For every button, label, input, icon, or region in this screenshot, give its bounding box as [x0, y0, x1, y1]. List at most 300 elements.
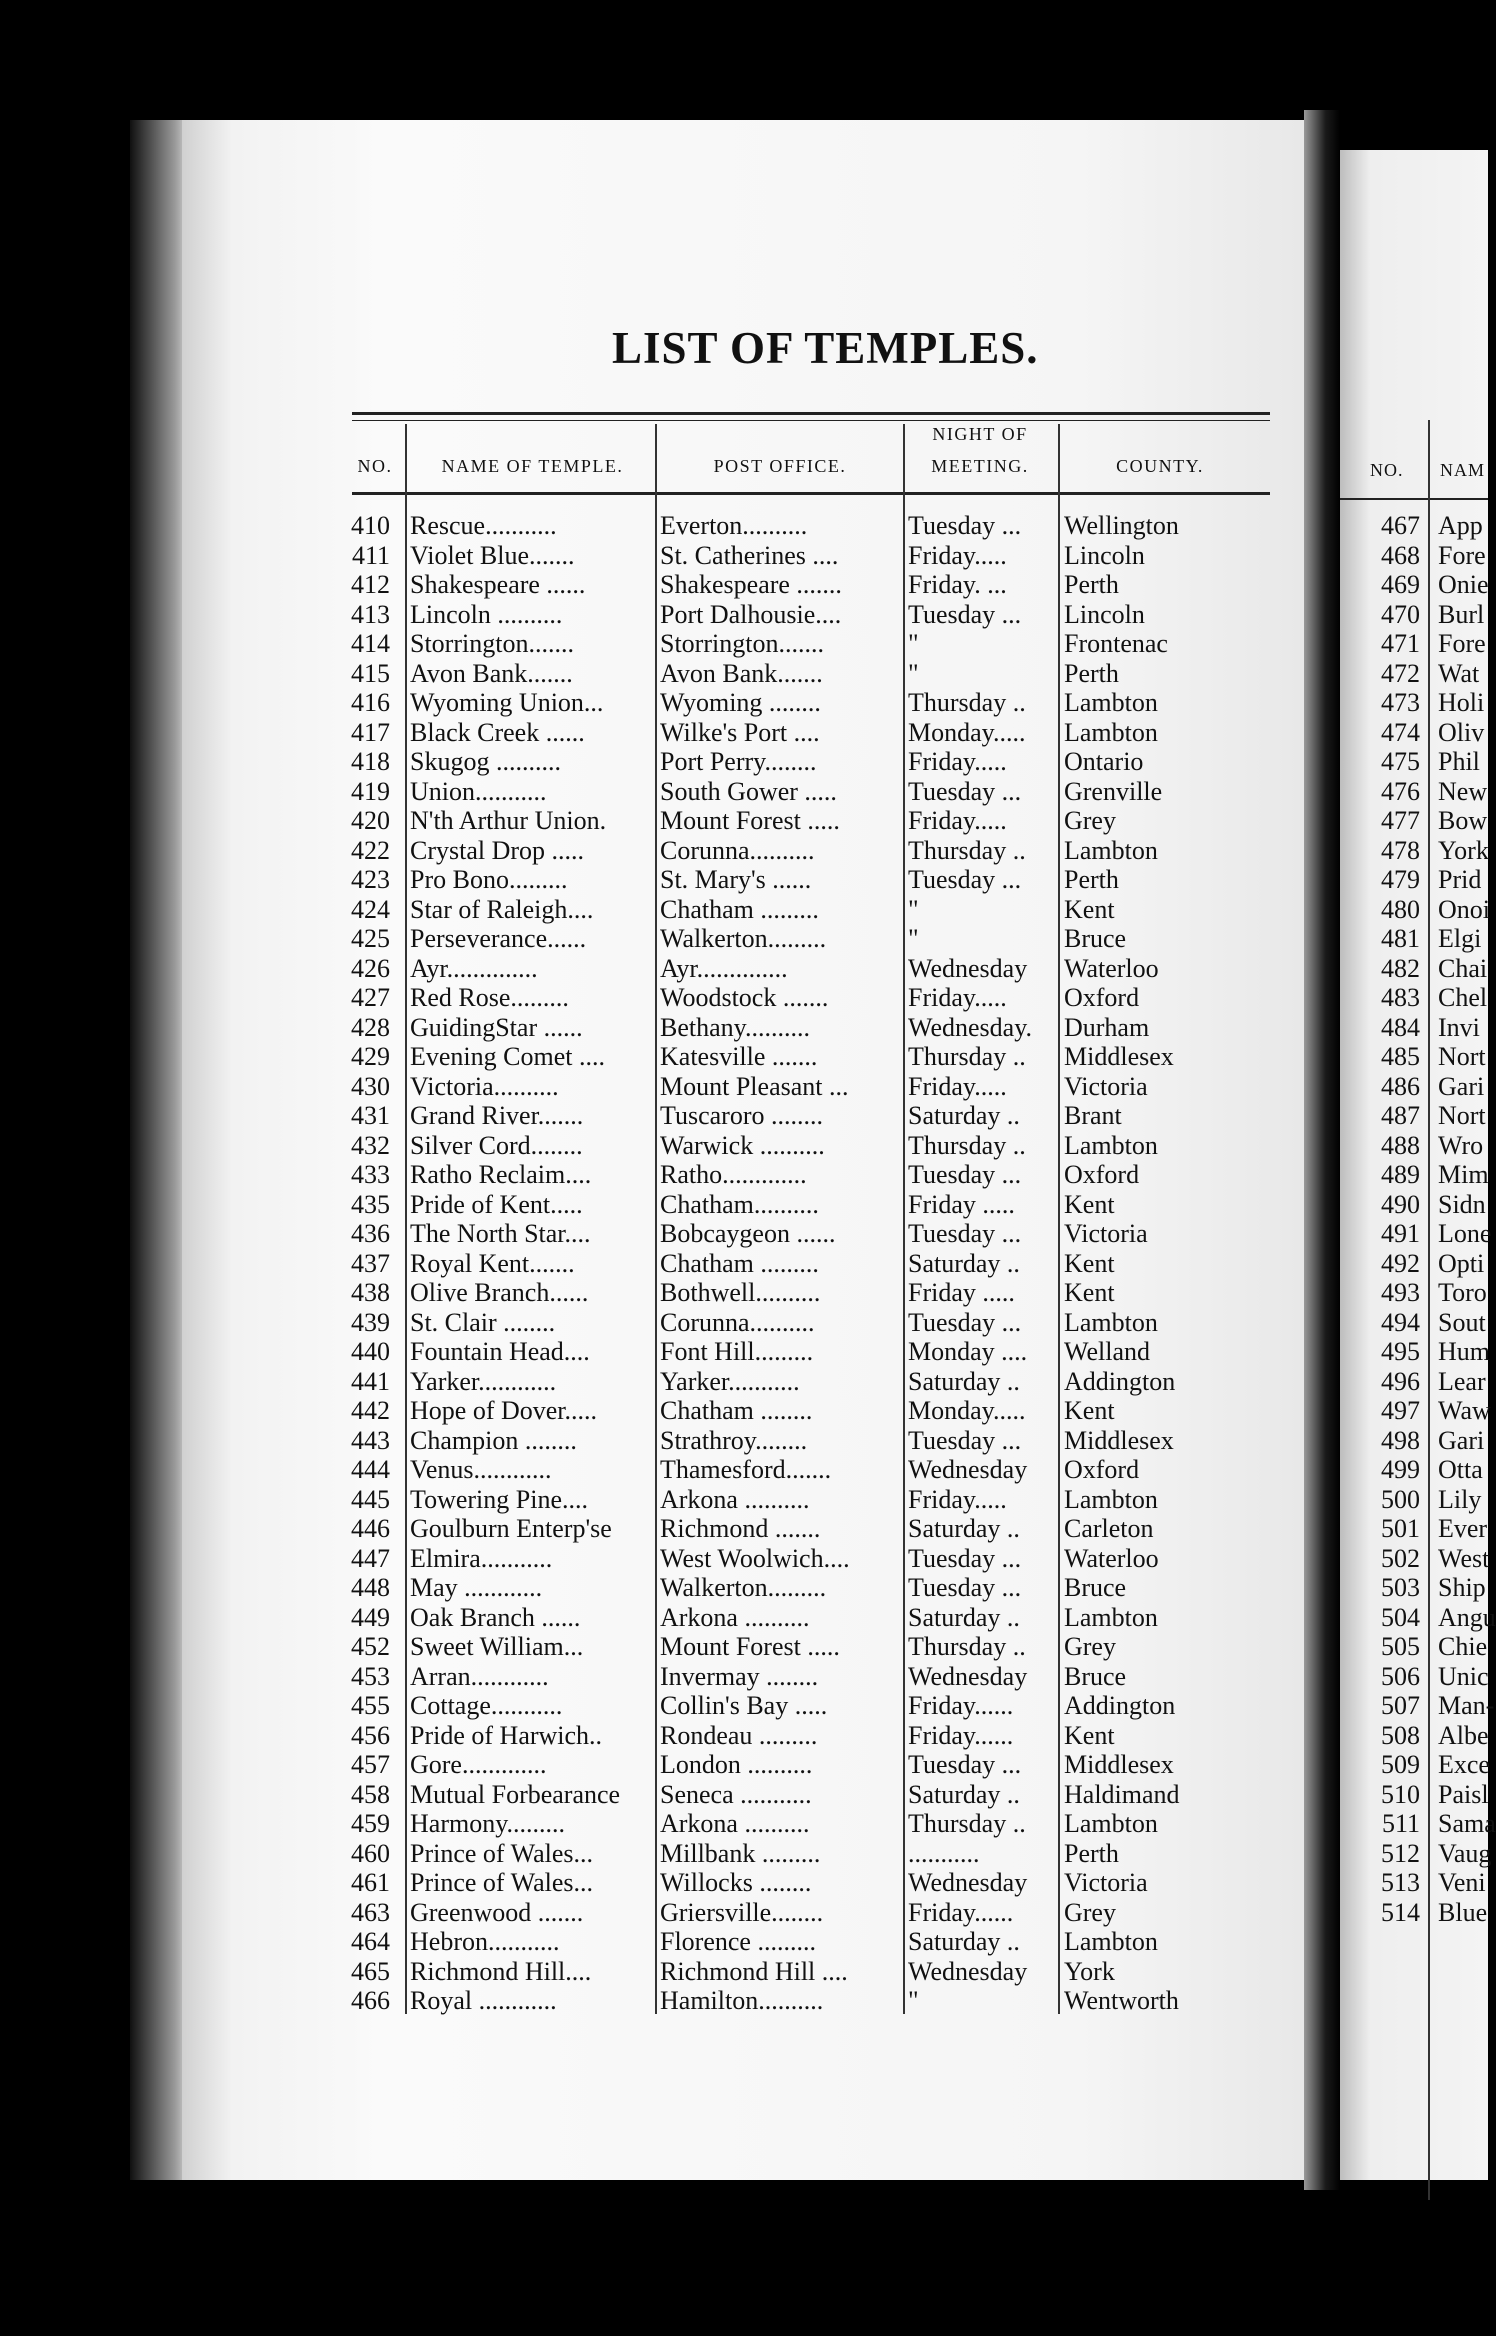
- cell-name: Greenwood .......: [410, 1897, 584, 1927]
- adjacent-row: [1340, 1013, 1488, 1042]
- cell-name: Oak Branch ......: [410, 1602, 581, 1632]
- cell-name: Elmira...........: [410, 1543, 553, 1573]
- cell-no: 465: [351, 1956, 390, 1986]
- cell-county: Haldimand: [1064, 1779, 1180, 1809]
- adjacent-cell-name: Sout: [1438, 1307, 1486, 1337]
- cell-county: Lambton: [1064, 835, 1158, 865]
- cell-night: Saturday ..: [908, 1101, 1020, 1130]
- table-row: [330, 1927, 1230, 1956]
- cell-no: 420: [351, 806, 390, 835]
- table-row: [330, 983, 1230, 1012]
- cell-name: Grand River.......: [410, 1101, 584, 1130]
- cell-no: 439: [351, 1307, 390, 1337]
- adjacent-row: [1340, 1455, 1488, 1484]
- adjacent-cell-name: Nort: [1438, 1101, 1486, 1130]
- adjacent-cell-name: Chel: [1438, 983, 1488, 1012]
- cell-post-office: Mount Forest .....: [660, 1632, 840, 1661]
- header-no: NO.: [357, 456, 393, 476]
- cell-no: 441: [351, 1366, 390, 1396]
- adjacent-cell-no: 482: [1381, 953, 1420, 983]
- cell-name: Pride of Kent.....: [410, 1189, 583, 1219]
- adjacent-cell-no: 490: [1381, 1189, 1420, 1219]
- adjacent-cell-no: 496: [1381, 1366, 1420, 1396]
- cell-name: Champion ........: [410, 1425, 577, 1455]
- cell-no: 445: [351, 1484, 390, 1514]
- cell-county: Lambton: [1064, 1809, 1158, 1838]
- cell-post-office: Florence .........: [660, 1927, 816, 1956]
- cell-night: ": [908, 629, 919, 658]
- adjacent-cell-name: Wat: [1438, 658, 1480, 688]
- adjacent-cell-name: Oliv: [1438, 717, 1485, 747]
- cell-post-office: London ..........: [660, 1750, 813, 1779]
- cell-no: 426: [351, 953, 390, 983]
- cell-night: Monday.....: [908, 717, 1026, 747]
- page-edge-shadow: [130, 120, 190, 2180]
- cell-night: Wednesday: [908, 1956, 1028, 1986]
- adjacent-cell-name: Hum: [1438, 1337, 1490, 1366]
- cell-post-office: Chatham .........: [660, 894, 819, 924]
- table-row: [330, 1396, 1230, 1425]
- adjacent-cell-name: Toro: [1438, 1278, 1487, 1307]
- cell-name: Hope of Dover.....: [410, 1396, 598, 1425]
- cell-name: Storrington.......: [410, 629, 574, 658]
- adjacent-cell-no: 474: [1381, 717, 1420, 747]
- adjacent-cell-no: 487: [1381, 1101, 1420, 1130]
- cell-county: Wellington: [1064, 511, 1179, 540]
- cell-name: Pro Bono.........: [410, 865, 568, 894]
- table-row: [330, 1986, 1230, 2015]
- cell-no: 417: [351, 717, 390, 747]
- table-row: [330, 1603, 1230, 1632]
- table-row: [330, 1868, 1230, 1897]
- adjacent-cell-no: 500: [1381, 1484, 1420, 1514]
- adjacent-cell-no: 467: [1381, 511, 1420, 540]
- adjacent-cell-name: Exce: [1438, 1750, 1490, 1779]
- cell-post-office: Rondeau .........: [660, 1720, 818, 1750]
- adjacent-cell-name: App: [1438, 511, 1483, 540]
- table-row: [330, 570, 1230, 599]
- table-row: [330, 806, 1230, 835]
- adjacent-row: [1340, 777, 1488, 806]
- cell-no: 440: [351, 1337, 390, 1366]
- cell-name: Black Creek ......: [410, 717, 585, 747]
- cell-name: Prince of Wales...: [410, 1868, 593, 1897]
- adjacent-row: [1340, 659, 1488, 688]
- cell-county: Wentworth: [1064, 1986, 1179, 2015]
- adjacent-cell-no: 480: [1381, 894, 1420, 924]
- cell-post-office: Arkona ..........: [660, 1484, 810, 1514]
- adjacent-cell-name: Nort: [1438, 1042, 1486, 1071]
- header-rule: [352, 492, 1270, 495]
- adjacent-row: [1340, 1396, 1491, 1425]
- cell-night: Monday.....: [908, 1396, 1026, 1425]
- adjacent-cell-name: Wro: [1438, 1130, 1484, 1160]
- cell-post-office: Collin's Bay .....: [660, 1691, 828, 1720]
- cell-post-office: Bobcaygeon ......: [660, 1219, 836, 1248]
- cell-county: Bruce: [1064, 1573, 1127, 1602]
- adjacent-cell-no: 495: [1381, 1337, 1420, 1366]
- adjacent-row: [1340, 1632, 1488, 1661]
- cell-night: Wednesday.: [908, 1012, 1033, 1042]
- table-row: [330, 1337, 1230, 1366]
- table-row: [330, 1514, 1230, 1543]
- adjacent-cell-name: New: [1438, 776, 1488, 806]
- table-row: [330, 659, 1230, 688]
- adjacent-cell-name: Lear: [1438, 1366, 1486, 1396]
- cell-no: 444: [351, 1455, 390, 1484]
- adjacent-cell-no: 476: [1381, 776, 1420, 806]
- adjacent-cell-name: Sama: [1438, 1809, 1496, 1838]
- header-county: COUNTY.: [1116, 456, 1204, 476]
- adjacent-page: [1340, 150, 1496, 2180]
- cell-night: Friday.....: [908, 806, 1007, 835]
- adjacent-row: [1340, 1042, 1488, 1071]
- cell-post-office: Warwick ..........: [660, 1130, 825, 1160]
- cell-no: 411: [351, 540, 390, 570]
- table-row: [330, 1367, 1230, 1396]
- cell-county: Perth: [1064, 570, 1119, 599]
- cell-county: Brant: [1064, 1101, 1122, 1130]
- adjacent-cell-no: 488: [1381, 1130, 1420, 1160]
- adjacent-row: [1340, 1485, 1488, 1514]
- cell-county: Victoria: [1064, 1071, 1148, 1101]
- cell-no: 422: [351, 835, 390, 865]
- cell-night: Tuesday ...: [908, 511, 1022, 540]
- cell-county: Perth: [1064, 658, 1119, 688]
- cell-night: Tuesday ...: [908, 1750, 1022, 1779]
- adjacent-cell-name: Opti: [1438, 1248, 1485, 1278]
- cell-post-office: Corunna..........: [660, 1307, 815, 1337]
- adjacent-cell-no: 506: [1381, 1661, 1420, 1691]
- cell-night: Saturday ..: [908, 1514, 1020, 1543]
- cell-name: Olive Branch......: [410, 1278, 589, 1307]
- cell-no: 460: [351, 1838, 390, 1868]
- cell-no: 427: [351, 983, 390, 1012]
- cell-name: Hebron...........: [410, 1927, 560, 1956]
- cell-name: Red Rose.........: [410, 983, 569, 1012]
- cell-county: Middlesex: [1064, 1425, 1174, 1455]
- adjacent-cell-no: 492: [1381, 1248, 1420, 1278]
- cell-county: Oxford: [1064, 1160, 1140, 1189]
- cell-name: Gore.............: [410, 1750, 547, 1779]
- adjacent-row: [1340, 924, 1488, 953]
- adjacent-cell-name: Prid: [1438, 865, 1482, 894]
- cell-county: Middlesex: [1064, 1750, 1174, 1779]
- cell-county: Perth: [1064, 865, 1119, 894]
- table-row: [330, 1691, 1230, 1720]
- cell-no: 431: [351, 1101, 390, 1130]
- adjacent-cell-name: Lily: [1438, 1484, 1482, 1514]
- cell-post-office: Millbank .........: [660, 1838, 821, 1868]
- adjacent-cell-no: 481: [1381, 924, 1420, 953]
- cell-no: 461: [351, 1868, 390, 1897]
- table-row: [330, 1308, 1230, 1337]
- adjacent-cell-no: 468: [1381, 540, 1420, 570]
- cell-name: Evening Comet ....: [410, 1042, 605, 1071]
- cell-night: Wednesday: [908, 1661, 1028, 1691]
- cell-night: ": [908, 1986, 919, 2015]
- adjacent-row: [1340, 1809, 1496, 1838]
- adjacent-cell-name: Paisl: [1438, 1779, 1489, 1809]
- adjacent-cell-no: 470: [1381, 599, 1420, 629]
- cell-name: Silver Cord........: [410, 1130, 583, 1160]
- adjacent-cell-name: Blue: [1438, 1897, 1488, 1927]
- cell-night: Tuesday ...: [908, 1219, 1022, 1248]
- cell-post-office: St. Catherines ....: [660, 540, 839, 570]
- adjacent-row: [1340, 1573, 1488, 1602]
- cell-post-office: Invermay ........: [660, 1661, 819, 1691]
- cell-no: 438: [351, 1278, 390, 1307]
- cell-name: Goulburn Enterp'se: [410, 1514, 612, 1543]
- cell-no: 463: [351, 1897, 390, 1927]
- cell-county: Addington: [1064, 1366, 1176, 1396]
- cell-county: Bruce: [1064, 924, 1127, 953]
- cell-county: York: [1064, 1956, 1115, 1986]
- adjacent-row: [1340, 1072, 1488, 1101]
- cell-no: 437: [351, 1248, 390, 1278]
- adjacent-row: [1340, 1308, 1488, 1337]
- adjacent-row: [1340, 511, 1488, 540]
- adjacent-cell-name: Unic: [1438, 1661, 1489, 1691]
- adjacent-row: [1340, 1780, 1488, 1809]
- book-gutter: [1304, 110, 1340, 2190]
- cell-no: 464: [351, 1927, 390, 1956]
- cell-name: Wyoming Union...: [410, 688, 604, 717]
- cell-county: Bruce: [1064, 1661, 1127, 1691]
- cell-county: Grenville: [1064, 776, 1163, 806]
- cell-night: Tuesday ...: [908, 776, 1022, 806]
- cell-name: Star of Raleigh....: [410, 894, 594, 924]
- table-row: [330, 954, 1230, 983]
- adjacent-cell-no: 512: [1381, 1838, 1420, 1868]
- adjacent-row: [1340, 1367, 1488, 1396]
- cell-county: Lambton: [1064, 688, 1158, 717]
- cell-county: Grey: [1064, 1632, 1116, 1661]
- table-row: [330, 865, 1230, 894]
- cell-no: 423: [351, 865, 390, 894]
- adjacent-cell-no: 493: [1381, 1278, 1420, 1307]
- table-row: [330, 924, 1230, 953]
- adjacent-cell-no: 486: [1381, 1071, 1420, 1101]
- cell-name: Cottage...........: [410, 1691, 563, 1720]
- cell-post-office: Everton..........: [660, 511, 808, 540]
- header-post-office: POST OFFICE.: [713, 456, 847, 476]
- table-row: [330, 1455, 1230, 1484]
- adjacent-row: [1340, 747, 1488, 776]
- cell-county: Carleton: [1064, 1514, 1154, 1543]
- cell-no: 452: [351, 1632, 390, 1661]
- cell-county: Kent: [1064, 1248, 1115, 1278]
- cell-night: Tuesday ...: [908, 1160, 1022, 1189]
- table-row: [330, 1042, 1230, 1071]
- cell-post-office: Port Dalhousie....: [660, 599, 842, 629]
- cell-post-office: Thamesford.......: [660, 1455, 832, 1484]
- cell-no: 430: [351, 1071, 390, 1101]
- adjacent-row: [1340, 688, 1488, 717]
- adjacent-cell-name: Bow: [1438, 806, 1488, 835]
- cell-county: Addington: [1064, 1691, 1176, 1720]
- table-row: [330, 1721, 1230, 1750]
- adjacent-row: [1340, 1426, 1488, 1455]
- table-row: [330, 600, 1230, 629]
- cell-name: Ayr..............: [410, 953, 538, 983]
- adjacent-header-name: NAM: [1440, 460, 1486, 480]
- adjacent-row: [1340, 1190, 1488, 1219]
- cell-no: 433: [351, 1160, 390, 1189]
- header-night-line1: NIGHT OF: [932, 424, 1028, 444]
- adjacent-cell-no: 505: [1381, 1632, 1420, 1661]
- cell-no: 413: [351, 599, 390, 629]
- top-rule: [352, 412, 1270, 415]
- cell-post-office: Bethany..........: [660, 1012, 810, 1042]
- cell-county: Frontenac: [1064, 629, 1168, 658]
- table-row: [330, 1957, 1230, 1986]
- adjacent-cell-no: 504: [1381, 1602, 1420, 1632]
- cell-post-office: Chatham ........: [660, 1396, 813, 1425]
- adjacent-row: [1340, 806, 1488, 835]
- cell-name: Violet Blue.......: [410, 540, 575, 570]
- adjacent-cell-no: 511: [1381, 1809, 1420, 1838]
- cell-post-office: St. Mary's ......: [660, 865, 812, 894]
- adjacent-cell-no: 473: [1381, 688, 1420, 717]
- cell-post-office: Bothwell..........: [660, 1278, 821, 1307]
- cell-no: 410: [351, 511, 390, 540]
- adjacent-cell-no: 509: [1381, 1750, 1420, 1779]
- cell-county: Oxford: [1064, 1455, 1140, 1484]
- cell-night: Thursday ..: [908, 1042, 1026, 1071]
- adjacent-cell-name: Fore: [1438, 540, 1486, 570]
- table-row: [330, 1101, 1230, 1130]
- cell-night: Friday......: [908, 1720, 1014, 1750]
- cell-night: Saturday ..: [908, 1248, 1020, 1278]
- adjacent-cell-name: Ship: [1438, 1573, 1486, 1602]
- cell-post-office: Wyoming ........: [660, 688, 821, 717]
- cell-night: Wednesday: [908, 1455, 1028, 1484]
- cell-night: Friday.....: [908, 1484, 1007, 1514]
- adjacent-cell-no: 479: [1381, 865, 1420, 894]
- cell-name: Harmony.........: [410, 1809, 566, 1838]
- adjacent-cell-name: Gari: [1438, 1425, 1485, 1455]
- cell-name: The North Star....: [410, 1219, 591, 1248]
- cell-night: ": [908, 894, 919, 924]
- cell-night: Thursday ..: [908, 1130, 1026, 1160]
- cell-county: Durham: [1064, 1012, 1150, 1042]
- adjacent-cell-no: 483: [1381, 983, 1420, 1012]
- cell-post-office: West Woolwich....: [660, 1543, 850, 1573]
- table-row: [330, 1839, 1230, 1868]
- adjacent-row: [1340, 983, 1488, 1012]
- cell-name: Towering Pine....: [410, 1484, 588, 1514]
- adjacent-cell-no: 510: [1381, 1779, 1420, 1809]
- adjacent-row: [1340, 1544, 1488, 1573]
- top-rule-thin: [352, 420, 1270, 421]
- cell-no: 449: [351, 1602, 390, 1632]
- cell-name: May ............: [410, 1573, 543, 1602]
- cell-no: 418: [351, 747, 390, 776]
- cell-no: 414: [351, 629, 390, 658]
- cell-name: St. Clair ........: [410, 1307, 556, 1337]
- cell-name: Avon Bank.......: [410, 658, 573, 688]
- adjacent-row: [1340, 1898, 1488, 1927]
- adjacent-header-rule: [1340, 498, 1488, 500]
- cell-post-office: Storrington.......: [660, 629, 824, 658]
- table-row: [330, 629, 1230, 658]
- cell-no: 412: [351, 570, 390, 599]
- cell-night: Thursday ..: [908, 688, 1026, 717]
- cell-no: 458: [351, 1779, 390, 1809]
- table-row: [330, 1249, 1230, 1278]
- table-row: [330, 1632, 1230, 1661]
- table-row: [330, 688, 1230, 717]
- table-row: [330, 1662, 1230, 1691]
- adjacent-row: [1340, 1249, 1488, 1278]
- cell-county: Lincoln: [1064, 540, 1145, 570]
- adjacent-row: [1340, 1662, 1488, 1691]
- cell-county: Lambton: [1064, 1307, 1158, 1337]
- adjacent-cell-no: 484: [1381, 1012, 1420, 1042]
- adjacent-row: [1340, 895, 1488, 924]
- cell-night: Tuesday ...: [908, 865, 1022, 894]
- cell-name: Sweet William...: [410, 1632, 584, 1661]
- cell-county: Lambton: [1064, 717, 1158, 747]
- adjacent-row: [1340, 570, 1488, 599]
- adjacent-cell-no: 494: [1381, 1307, 1420, 1337]
- cell-post-office: Hamilton..........: [660, 1986, 824, 2015]
- cell-post-office: Richmond Hill ....: [660, 1956, 848, 1986]
- cell-night: Wednesday: [908, 953, 1028, 983]
- cell-night: Friday.....: [908, 747, 1007, 776]
- cell-post-office: Port Perry........: [660, 747, 817, 776]
- cell-no: 466: [351, 1986, 390, 2015]
- adjacent-row: [1340, 1691, 1495, 1720]
- cell-no: 459: [351, 1809, 390, 1838]
- cell-county: Grey: [1064, 806, 1116, 835]
- cell-name: Mutual Forbearance: [410, 1779, 621, 1809]
- cell-no: 456: [351, 1720, 390, 1750]
- adjacent-cell-name: Otta: [1438, 1455, 1483, 1484]
- cell-county: Lambton: [1064, 1602, 1158, 1632]
- adjacent-row: [1340, 1131, 1488, 1160]
- adjacent-cell-name: Burl: [1438, 599, 1485, 629]
- cell-night: Tuesday ...: [908, 1425, 1022, 1455]
- cell-county: Perth: [1064, 1838, 1119, 1868]
- table-row: [330, 1278, 1230, 1307]
- table-row: [330, 1573, 1230, 1602]
- adjacent-cell-no: 501: [1381, 1514, 1420, 1543]
- table-row: [330, 1750, 1230, 1779]
- table-row: [330, 1013, 1230, 1042]
- cell-night: ": [908, 924, 919, 953]
- cell-post-office: Ayr..............: [660, 953, 788, 983]
- cell-name: Crystal Drop .....: [410, 835, 585, 865]
- cell-county: Victoria: [1064, 1868, 1148, 1897]
- adjacent-cell-no: 513: [1381, 1868, 1420, 1897]
- table-row: [330, 1544, 1230, 1573]
- adjacent-cell-name: Vaug: [1438, 1838, 1492, 1868]
- cell-night: Saturday ..: [908, 1366, 1020, 1396]
- cell-night: Saturday ..: [908, 1779, 1020, 1809]
- cell-night: Thursday ..: [908, 835, 1026, 865]
- adjacent-cell-name: Onoi: [1438, 894, 1490, 924]
- adjacent-row: [1340, 865, 1488, 894]
- adjacent-cell-no: 514: [1381, 1897, 1420, 1927]
- table-row: [330, 836, 1230, 865]
- cell-county: Kent: [1064, 1396, 1115, 1425]
- cell-no: 416: [351, 688, 390, 717]
- cell-county: Kent: [1064, 1278, 1115, 1307]
- adjacent-cell-name: Man-: [1438, 1691, 1495, 1720]
- cell-name: Yarker............: [410, 1366, 557, 1396]
